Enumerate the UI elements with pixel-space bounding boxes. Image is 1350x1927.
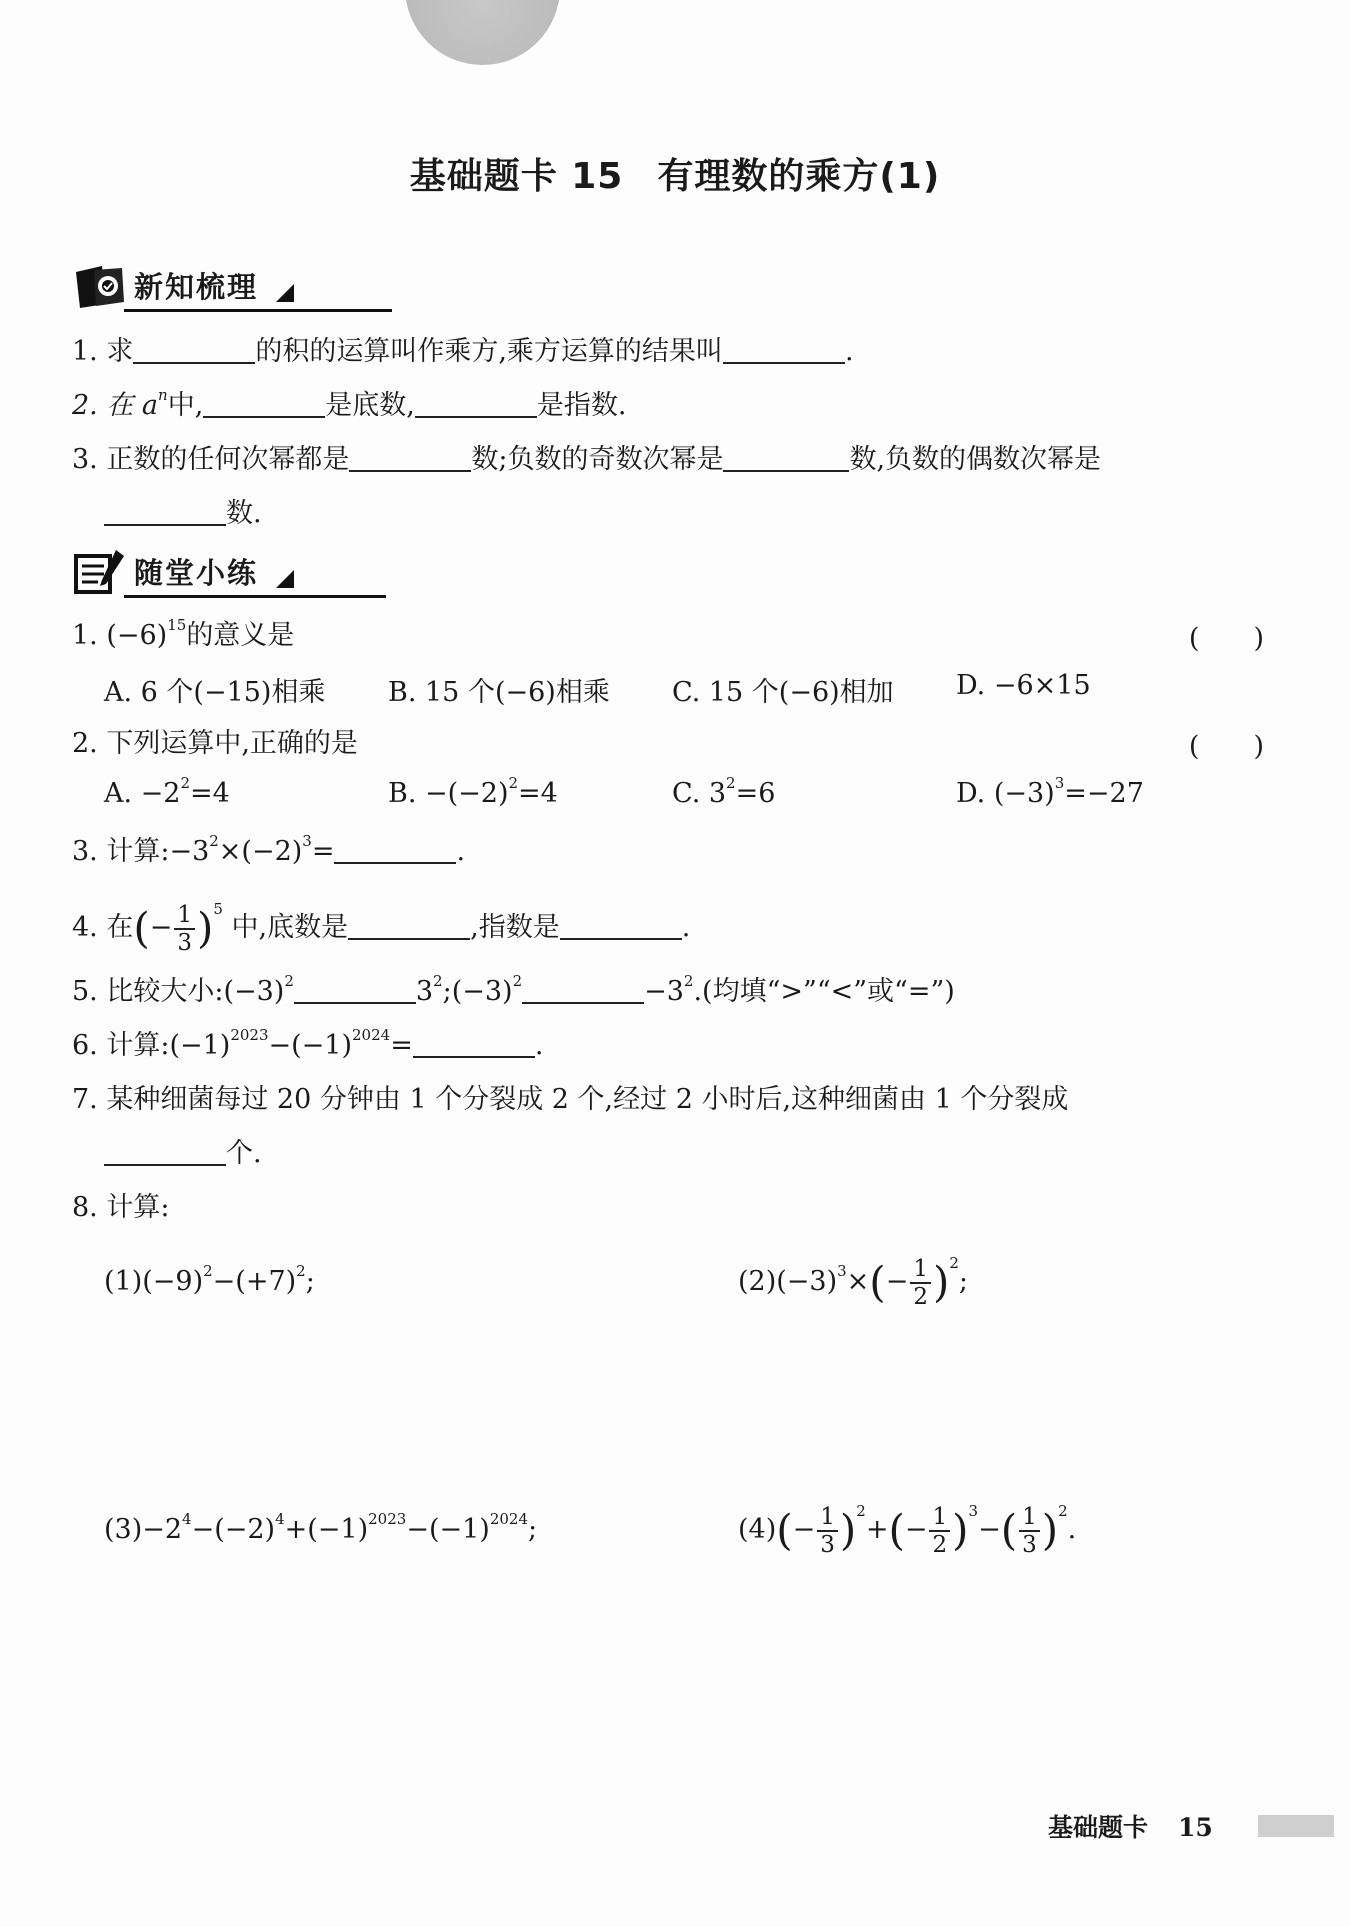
section-label: 新知梳理 [134, 270, 259, 304]
section-label: 随堂小练 [134, 556, 259, 590]
option-a: A. 6 个(−15)相乘 [104, 677, 326, 708]
answer-blank[interactable] [349, 442, 471, 472]
corner-triangle-icon [276, 284, 294, 302]
sub-question-3: $(3)-2^4-(-2)^4+(-1)^{2023}-(-1)^{2024}$; [104, 1510, 538, 1545]
knowledge-q1: 1. 求 的积的运算叫作乘方,乘方运算的结果叫 . [72, 336, 854, 367]
fraction: $\frac{1}{3}$ [174, 902, 195, 956]
section-underline [124, 309, 392, 312]
knowledge-q3-cont: 数. [104, 494, 262, 534]
answer-paren[interactable]: ( ) [1188, 623, 1264, 654]
page-footer [1048, 1808, 1213, 1844]
fraction: $\frac{1}{3}$ [1019, 1504, 1040, 1558]
practice-q4: 4. 在(− $\frac{1}{3}$ )$^5$ 中,底数是 ,指数是 . [72, 900, 691, 956]
section-header-practice [72, 548, 294, 596]
answer-blank[interactable] [560, 910, 682, 940]
section-header-knowledge [72, 262, 294, 310]
practice-q7: 7. 某种细菌每过 20 分钟由 1 个分裂成 2 个,经过 2 小时后,这种细菌由 1 个分裂成 [72, 1084, 1069, 1115]
practice-q5: 5. 比较大小$:(-3)^2$ $3^2;(-3)^2 -3^2$.(均填“>”“<”或“=”) [72, 972, 955, 1007]
option-d: D. $(-3)^3=-27$ [956, 774, 1144, 809]
page-title: 基础题卡 15 有理数的乘方(1) [409, 156, 941, 197]
section-underline [124, 595, 386, 598]
answer-blank[interactable] [294, 974, 416, 1004]
option-c: C. 15 个(−6)相加 [672, 677, 894, 708]
fraction: $\frac{1}{2}$ [910, 1256, 931, 1310]
practice-q2: 2. 下列运算中,正确的是 [72, 728, 358, 759]
camera-badge-icon [72, 262, 128, 310]
notebook-pencil-icon [72, 548, 128, 596]
answer-paren[interactable]: ( ) [1188, 731, 1264, 762]
answer-blank[interactable] [415, 388, 537, 418]
fraction: $\frac{1}{3}$ [817, 1504, 838, 1558]
answer-blank[interactable] [348, 910, 470, 940]
option-c: C. $3^2=6$ [672, 774, 776, 809]
answer-blank[interactable] [104, 1136, 226, 1166]
fraction: $\frac{1}{2}$ [929, 1504, 950, 1558]
footer-bar [1258, 1815, 1334, 1837]
answer-blank[interactable] [104, 496, 226, 526]
answer-blank[interactable] [723, 442, 849, 472]
option-b: B. $-(-2)^2=4$ [388, 774, 558, 809]
answer-blank[interactable] [723, 334, 845, 364]
answer-blank[interactable] [334, 834, 456, 864]
footer-label: 基础题卡 [1048, 1813, 1149, 1842]
knowledge-q3: 3. 正数的任何次幂都是 数;负数的奇数次幂是 数,负数的偶数次幂是 [72, 444, 1102, 475]
option-a: A. $-2^2=4$ [104, 774, 230, 809]
option-b: B. 15 个(−6)相乘 [388, 677, 610, 708]
sub-question-4: (4)(− $\frac{1}{3}$ )$^2$+(− $\frac{1}{2}$ )$^3$−( $\frac{1}{3}$ )$^2$. [738, 1502, 1077, 1558]
practice-q6: 6. 计算$:(-1)^{2023}-(-1)^{2024}=$ . [72, 1026, 544, 1061]
knowledge-q2: 2. 在 $a^n$中, 是底数, 是指数. [72, 386, 627, 421]
answer-blank[interactable] [413, 1028, 535, 1058]
practice-q7-cont: 个. [104, 1134, 262, 1174]
sub-question-2: $(2)(-3)^3\times(-$ $\frac{1}{2}$ )$^2$; [738, 1254, 968, 1310]
answer-blank[interactable] [133, 334, 255, 364]
answer-blank[interactable] [522, 974, 644, 1004]
decorative-circle [405, 0, 560, 65]
practice-q8: 8. 计算: [72, 1192, 170, 1223]
option-d: D. −6×15 [956, 670, 1091, 701]
practice-q1: 1. $(-6)^{15}$的意义是 [72, 616, 295, 651]
practice-q3: 3. 计算$:-3^2\times(-2)^3=$ . [72, 832, 466, 867]
answer-blank[interactable] [203, 388, 325, 418]
page-number: 15 [1178, 1813, 1213, 1842]
corner-triangle-icon [276, 570, 294, 588]
sub-question-1: $(1)(-9)^2-(+7)^2$; [104, 1262, 315, 1297]
